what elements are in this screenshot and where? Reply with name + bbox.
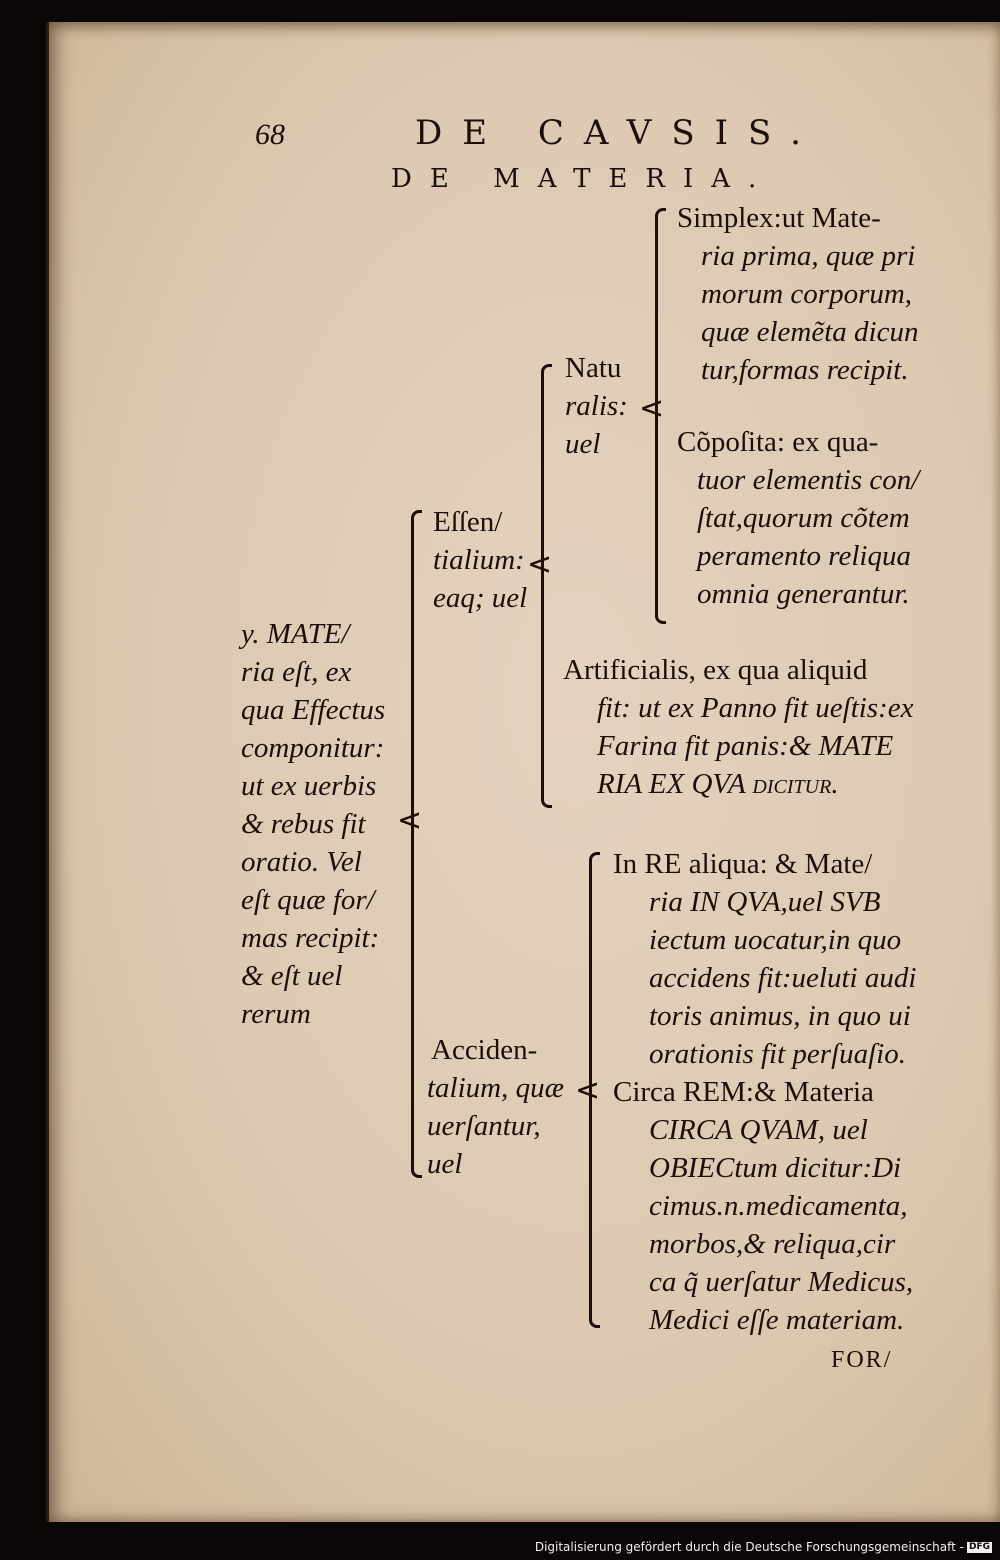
- root-line: y. MATE/: [241, 618, 350, 650]
- accidentalium-line: Acciden-: [431, 1034, 538, 1066]
- root-brace: [411, 510, 422, 1178]
- essentialium-line: Eſſen/: [433, 506, 503, 538]
- composita-line: ſtat,quorum cõtem: [697, 502, 910, 534]
- circa-rem-line: OBIECtum dicitur:Di: [649, 1152, 902, 1184]
- page-number: 68: [255, 118, 285, 151]
- dfg-logo: DFG: [968, 1542, 990, 1552]
- simplex-line: morum corporum,: [701, 278, 913, 310]
- accidentalium-brace-point: <: [575, 1073, 601, 1108]
- simplex-line: quæ elemẽta dicun: [701, 316, 919, 348]
- running-title: DE CAVSIS.: [415, 113, 821, 153]
- naturalis-brace-point: <: [639, 391, 665, 426]
- root-brace-point: <: [397, 803, 423, 838]
- naturalis-line: uel: [565, 428, 601, 460]
- root-line: qua Effectus: [241, 694, 386, 726]
- simplex-line: tur,formas recipit.: [701, 354, 909, 386]
- digitization-credit: [535, 1541, 992, 1553]
- circa-rem-line: ca q̃ uerſatur Medicus,: [649, 1266, 914, 1298]
- root-line: eſt quæ for/: [241, 884, 375, 916]
- essentialium-line: tialium:: [433, 544, 525, 576]
- artificialis-line: Artificialis, ex qua aliquid: [563, 654, 868, 686]
- artificialis-line: RIA EX QVA dicitur.: [597, 768, 839, 800]
- root-line: & eſt uel: [241, 960, 343, 992]
- accidentalium-line: uel: [427, 1148, 463, 1180]
- in-re-line: In RE aliqua: & Mate/: [613, 848, 873, 880]
- essentialium-brace: [541, 364, 552, 808]
- artificialis-line: fit: ut ex Panno fit ueſtis:ex: [597, 692, 914, 724]
- composita-line: Cõpoſita: ex qua-: [677, 426, 879, 458]
- essentialium-brace-point: <: [527, 547, 553, 582]
- circa-rem-line: morbos,& reliqua,cir: [649, 1228, 896, 1260]
- accidentalium-line: uerſantur,: [427, 1110, 541, 1142]
- book-page: [46, 22, 1000, 1522]
- simplex-line: ria prima, quæ pri: [701, 240, 916, 272]
- artificialis-line: Farina fit panis:& MATE: [597, 730, 894, 762]
- root-line: oratio. Vel: [241, 846, 362, 878]
- in-re-line: iectum uocatur,in quo: [649, 924, 902, 956]
- composita-line: omnia generantur.: [697, 578, 910, 610]
- in-re-line: orationis fit perſuaſio.: [649, 1038, 906, 1070]
- root-line: & rebus fit: [241, 808, 366, 840]
- in-re-line: ria IN QVA,uel SVB: [649, 886, 881, 918]
- composita-line: peramento reliqua: [697, 540, 911, 572]
- root-line: ut ex uerbis: [241, 770, 377, 802]
- credit-text: Digitalisierung gefördert durch die Deutsche Forschungsgemeinschaft -: [534, 1540, 964, 1554]
- root-line: ria eſt, ex: [241, 656, 352, 688]
- in-re-line: accidens fit:ueluti audi: [649, 962, 917, 994]
- in-re-line: toris animus, in quo ui: [649, 1000, 911, 1032]
- simplex-line: Simplex:ut Mate-: [677, 202, 881, 234]
- root-line: mas recipit:: [241, 922, 380, 954]
- circa-rem-line: Medici eſſe materiam.: [649, 1304, 905, 1336]
- circa-rem-line: Circa REM:& Materia: [613, 1076, 874, 1108]
- root-line: componitur:: [241, 732, 385, 764]
- composita-line: tuor elementis con/: [697, 464, 920, 496]
- naturalis-line: ralis:: [565, 390, 628, 422]
- circa-rem-line: CIRCA QVAM, uel: [649, 1114, 868, 1146]
- naturalis-line: Natu: [565, 352, 622, 384]
- section-title: DE MATERIA.: [391, 164, 775, 194]
- essentialium-line: eaq; uel: [433, 582, 528, 614]
- catchword: FOR/: [831, 1347, 893, 1373]
- accidentalium-line: talium, quæ: [427, 1072, 564, 1104]
- root-line: rerum: [241, 998, 311, 1030]
- circa-rem-line: cimus.n.medicamenta,: [649, 1190, 908, 1222]
